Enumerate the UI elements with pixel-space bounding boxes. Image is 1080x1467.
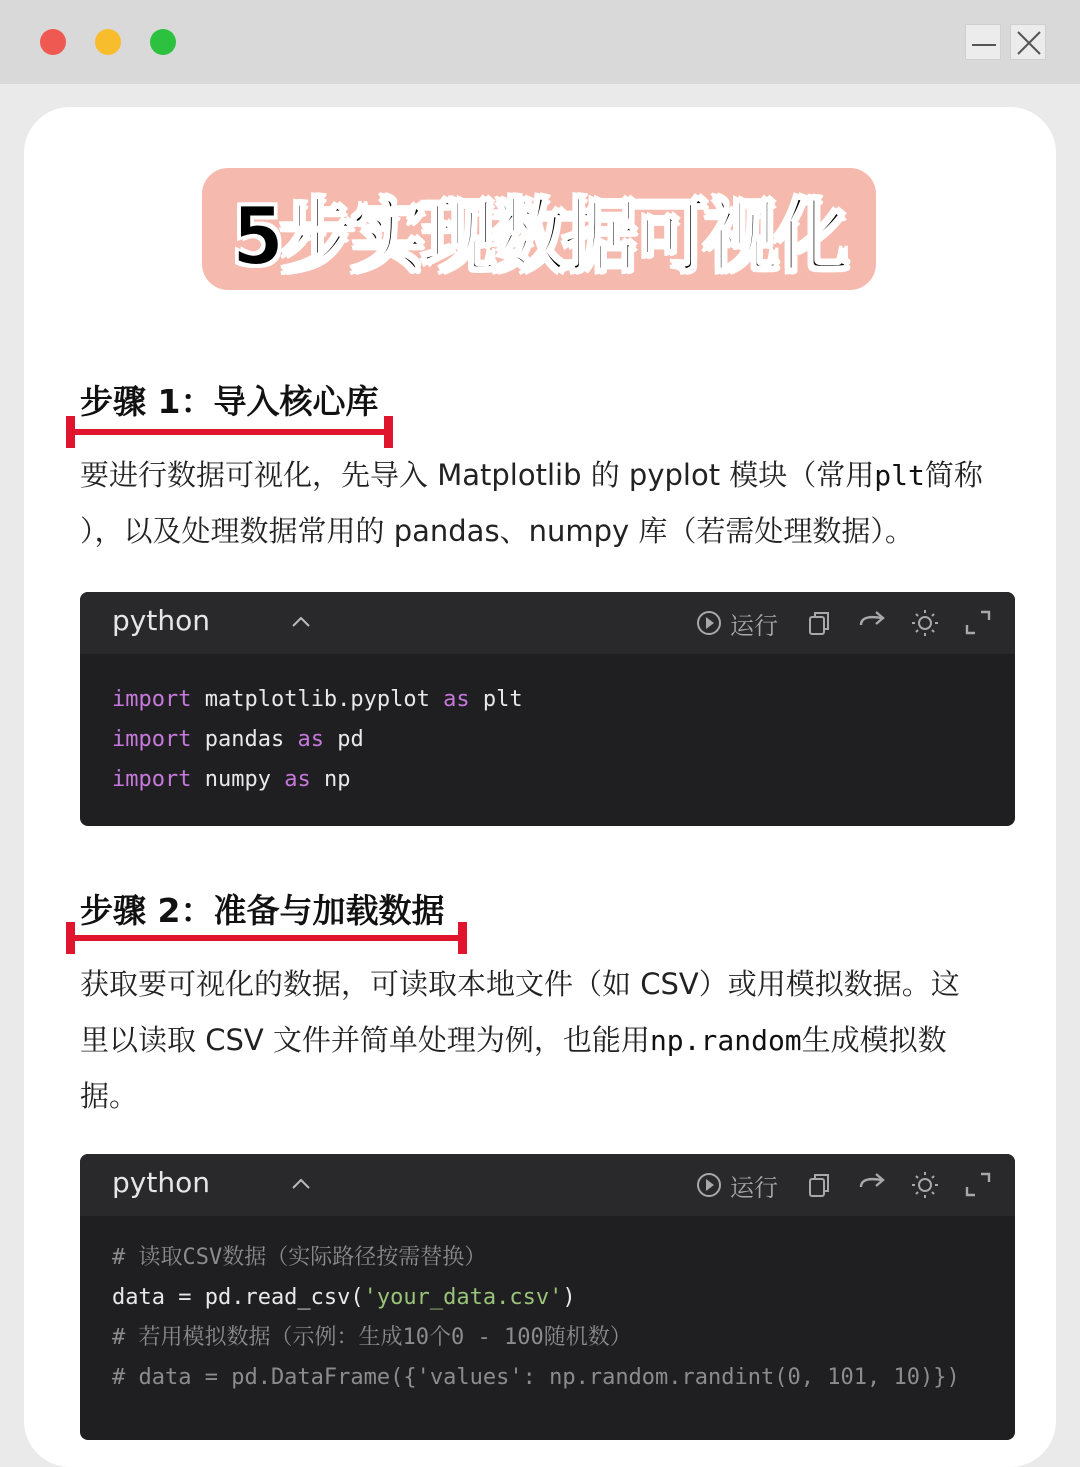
close-dot[interactable]: [40, 29, 66, 55]
minimize-dot[interactable]: [95, 29, 121, 55]
chevron-up-icon[interactable]: [290, 614, 312, 628]
code-language-label: python: [112, 1166, 210, 1199]
step1-underline: [66, 429, 393, 435]
code-comment: # data = pd.DataFrame({'values': np.random.randint(0, 101, 10)}): [112, 1365, 960, 1390]
copy-icon[interactable]: [806, 1171, 834, 1199]
inline-code-np-random: np.random: [649, 1024, 802, 1057]
code-body: [80, 1216, 1015, 1398]
step2-para-line2: [80, 1012, 1010, 1068]
inline-code-plt: plt: [874, 459, 925, 492]
close-icon: [1015, 29, 1043, 57]
code-language-label: python: [112, 604, 210, 637]
code-line: data = pd.read_csv('your_data.csv'): [112, 1285, 576, 1310]
minimize-icon: [970, 29, 998, 57]
zoom-dot[interactable]: [150, 29, 176, 55]
theme-sun-icon[interactable]: [910, 609, 940, 639]
close-button[interactable]: [1010, 24, 1046, 60]
copy-icon[interactable]: [806, 609, 834, 637]
code-header: [80, 592, 1015, 654]
step2-text-a: 里以读取 CSV 文件并简单处理为例，也能用: [80, 1023, 650, 1057]
code-body: [80, 654, 1015, 800]
step1-text-b: 简称: [924, 458, 983, 492]
step2-underline: [66, 935, 467, 941]
wrap-icon[interactable]: [858, 1171, 888, 1199]
expand-icon[interactable]: [964, 1171, 992, 1199]
page-title: 5步实现数据可视化: [232, 189, 846, 283]
code-block-1: [80, 592, 1015, 826]
window-titlebar: [0, 0, 1080, 84]
code-comment: # 若用模拟数据（示例：生成10个0 - 100随机数）: [112, 1325, 632, 1350]
code-line: import numpy as np: [112, 767, 351, 792]
run-icon[interactable]: [696, 1171, 724, 1199]
code-header: [80, 1154, 1015, 1216]
run-icon[interactable]: [696, 609, 724, 637]
step1-heading: 步骤 1：导入核心库: [80, 382, 379, 421]
expand-icon[interactable]: [964, 609, 992, 637]
code-block-2: [80, 1154, 1015, 1440]
code-line: import matplotlib.pyplot as plt: [112, 687, 523, 712]
wrap-icon[interactable]: [858, 609, 888, 637]
code-line: import pandas as pd: [112, 727, 364, 752]
theme-sun-icon[interactable]: [910, 1171, 940, 1201]
step2-para-line1: 获取要可视化的数据，可读取本地文件（如 CSV）或用模拟数据。这: [80, 967, 960, 1001]
minimize-button[interactable]: [965, 24, 1001, 60]
step1-paragraph: [80, 447, 1010, 559]
run-button[interactable]: 运行: [730, 612, 778, 640]
step2-para-line3: 据。: [80, 1079, 139, 1113]
step2-heading: 步骤 2：准备与加载数据: [80, 891, 445, 930]
step1-para-line1: [80, 447, 1010, 503]
title-banner: [202, 168, 876, 290]
step2-paragraph: [80, 956, 1010, 1124]
step1-text-a: 要进行数据可视化，先导入 Matplotlib 的 pyplot 模块（常用: [80, 458, 875, 492]
run-button[interactable]: 运行: [730, 1174, 778, 1202]
chevron-up-icon[interactable]: [290, 1176, 312, 1190]
step1-para-line2: ），以及处理数据常用的 pandas、numpy 库（若需处理数据）。: [80, 514, 914, 548]
step2-text-b: 生成模拟数: [801, 1023, 947, 1057]
code-comment: # 读取CSV数据（实际路径按需替换）: [112, 1245, 487, 1270]
